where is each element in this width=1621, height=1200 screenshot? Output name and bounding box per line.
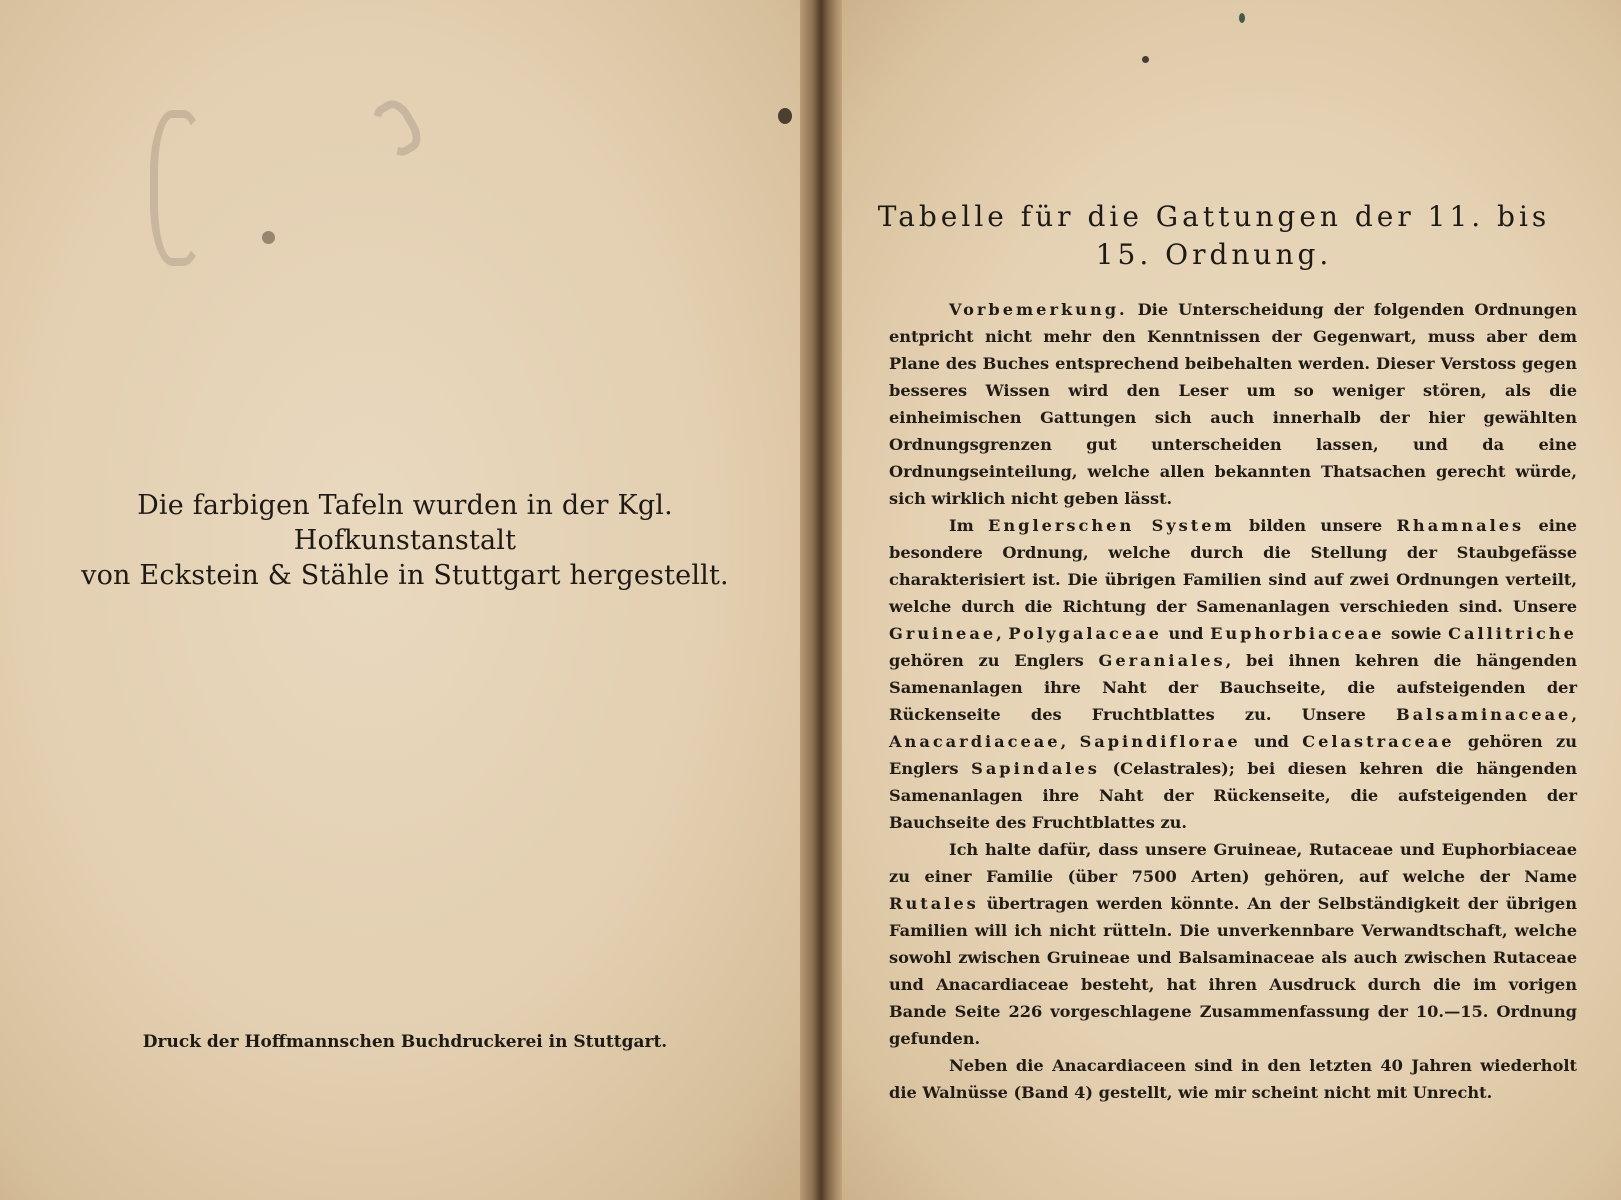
lithography-credit: [40, 488, 770, 593]
ink-spot: [262, 231, 275, 244]
show-through-mark: [150, 110, 206, 266]
spaced-term: Anacardiaceae: [889, 732, 1061, 751]
section-heading-line-1: Tabelle für die Gattungen der 11. bis: [877, 200, 1551, 233]
ink-spot: [778, 108, 792, 124]
text-run: eine besondere Ordnung, welche durch die Stellung der Staubgefässe charakterisiert ist. Die übrigen Familien sind auf zwei Ordnungen verteilt, welche durch die Richtung der Samenanlagen verschieden sind. Unsere: [889, 516, 1577, 616]
text-run: und: [1240, 732, 1303, 751]
paragraph-text: Die Unterscheidung der folgenden Ordnungen entpricht nicht mehr den Kenntnissen der Gegenwart, muss aber dem Plane des Buches entsprechend beibehalten werden. Dieser Verstoss gegen besseres Wissen wird den Leser um so weniger stören, als die einheimischen Gattungen sich auch innerhalb der hier gewählten Ordnungsgrenzen gut unterscheiden lassen, und da eine Ordnungseinteilung, welche allen bekannten Thatsachen gerecht würde, sich wirklich nicht geben lässt.: [889, 300, 1577, 508]
lithography-credit-line-1: Die farbigen Tafeln wurden in der Kgl. Hofkunstanstalt: [137, 490, 673, 556]
spaced-term: Rutales: [889, 894, 979, 913]
paragraph-engler-system: [889, 512, 1577, 836]
section-heading: [869, 198, 1559, 274]
text-run: übertragen werden könnte. An der Selbständigkeit der übrigen Familien will ich nicht rütteln. Die unverkennbare Verwandtschaft, welche sowohl zwischen Gruineae und Balsaminaceae als auch zwischen Rutaceae und Anacardiaceae besteht, hat ihren Ausdruck durch die im vorigen Bande Seite 226 vorgeschlagene Zusammenfassung der 10.—15. Ordnung gefunden.: [889, 894, 1577, 1048]
spaced-term: Celastraceae: [1302, 732, 1455, 751]
spaced-term: Gruineae: [889, 624, 997, 643]
text-run: Im: [949, 516, 989, 535]
printer-imprint: Druck der Hoffmannschen Buchdruckerei in Stuttgart.: [142, 1032, 668, 1052]
text-run: (Celastrales); bei diesen kehren die hängenden Samenanlagen ihre Naht der Rückenseite, die aufsteigenden der Bauchseite des Fruchtblattes zu.: [889, 759, 1577, 832]
spaced-term: Polygalaceae: [1008, 624, 1162, 643]
paragraph-rutales: [889, 836, 1577, 1052]
spaced-term: Sapindiflorae: [1079, 732, 1241, 751]
spaced-term: Sapindales: [971, 759, 1100, 778]
ink-spot: [1239, 13, 1245, 23]
text-run: gehören zu Englers: [889, 732, 1577, 778]
text-run: und: [1161, 624, 1211, 643]
text-run: Ich halte dafür, dass unsere Gruineae, Rutaceae und Euphorbiaceae zu einer Familie (über 7500 Arten) gehören, auf welche der Name: [889, 840, 1577, 886]
section-heading-line-2: 15. Ordnung.: [1095, 238, 1333, 271]
paragraph-walnuts: Neben die Anacardiaceen sind in den letzten 40 Jahren wiederholt die Walnüsse (Band 4) gestellt, wie mir scheint nicht mit Unrecht.: [889, 1056, 1577, 1102]
book-gutter: [800, 0, 842, 1200]
spaced-term: Englerschen System: [988, 516, 1235, 535]
body-text: [889, 296, 1577, 1106]
spaced-term: Rhamnales: [1396, 516, 1525, 535]
text-run: ,: [1060, 732, 1080, 751]
spaced-term: Callitriche: [1448, 624, 1577, 643]
right-page: [829, 0, 1621, 1200]
text-run: bilden unsere: [1234, 516, 1397, 535]
text-run: , bei ihnen kehren die hängenden Samenanlagen ihre Naht der Bauchseite, die aufsteigenden der Rückenseite des Fruchtblattes zu. Unsere: [889, 651, 1577, 724]
text-run: ,: [996, 624, 1009, 643]
spaced-term: Geraniales: [1098, 651, 1226, 670]
paragraph-preliminary-remark: [889, 296, 1577, 512]
lithography-credit-line-2: von Eckstein & Stähle in Stuttgart hergestellt.: [81, 560, 729, 591]
paragraph-lead: Vorbemerkung.: [949, 300, 1128, 319]
spaced-term: Balsaminaceae: [1395, 705, 1572, 724]
show-through-mark: [367, 94, 428, 161]
text-run: ,: [1571, 705, 1577, 724]
ink-spot: [1142, 56, 1149, 63]
spaced-term: Euphorbiaceae: [1210, 624, 1385, 643]
text-run: sowie: [1384, 624, 1449, 643]
text-run: gehören zu Englers: [889, 651, 1099, 670]
